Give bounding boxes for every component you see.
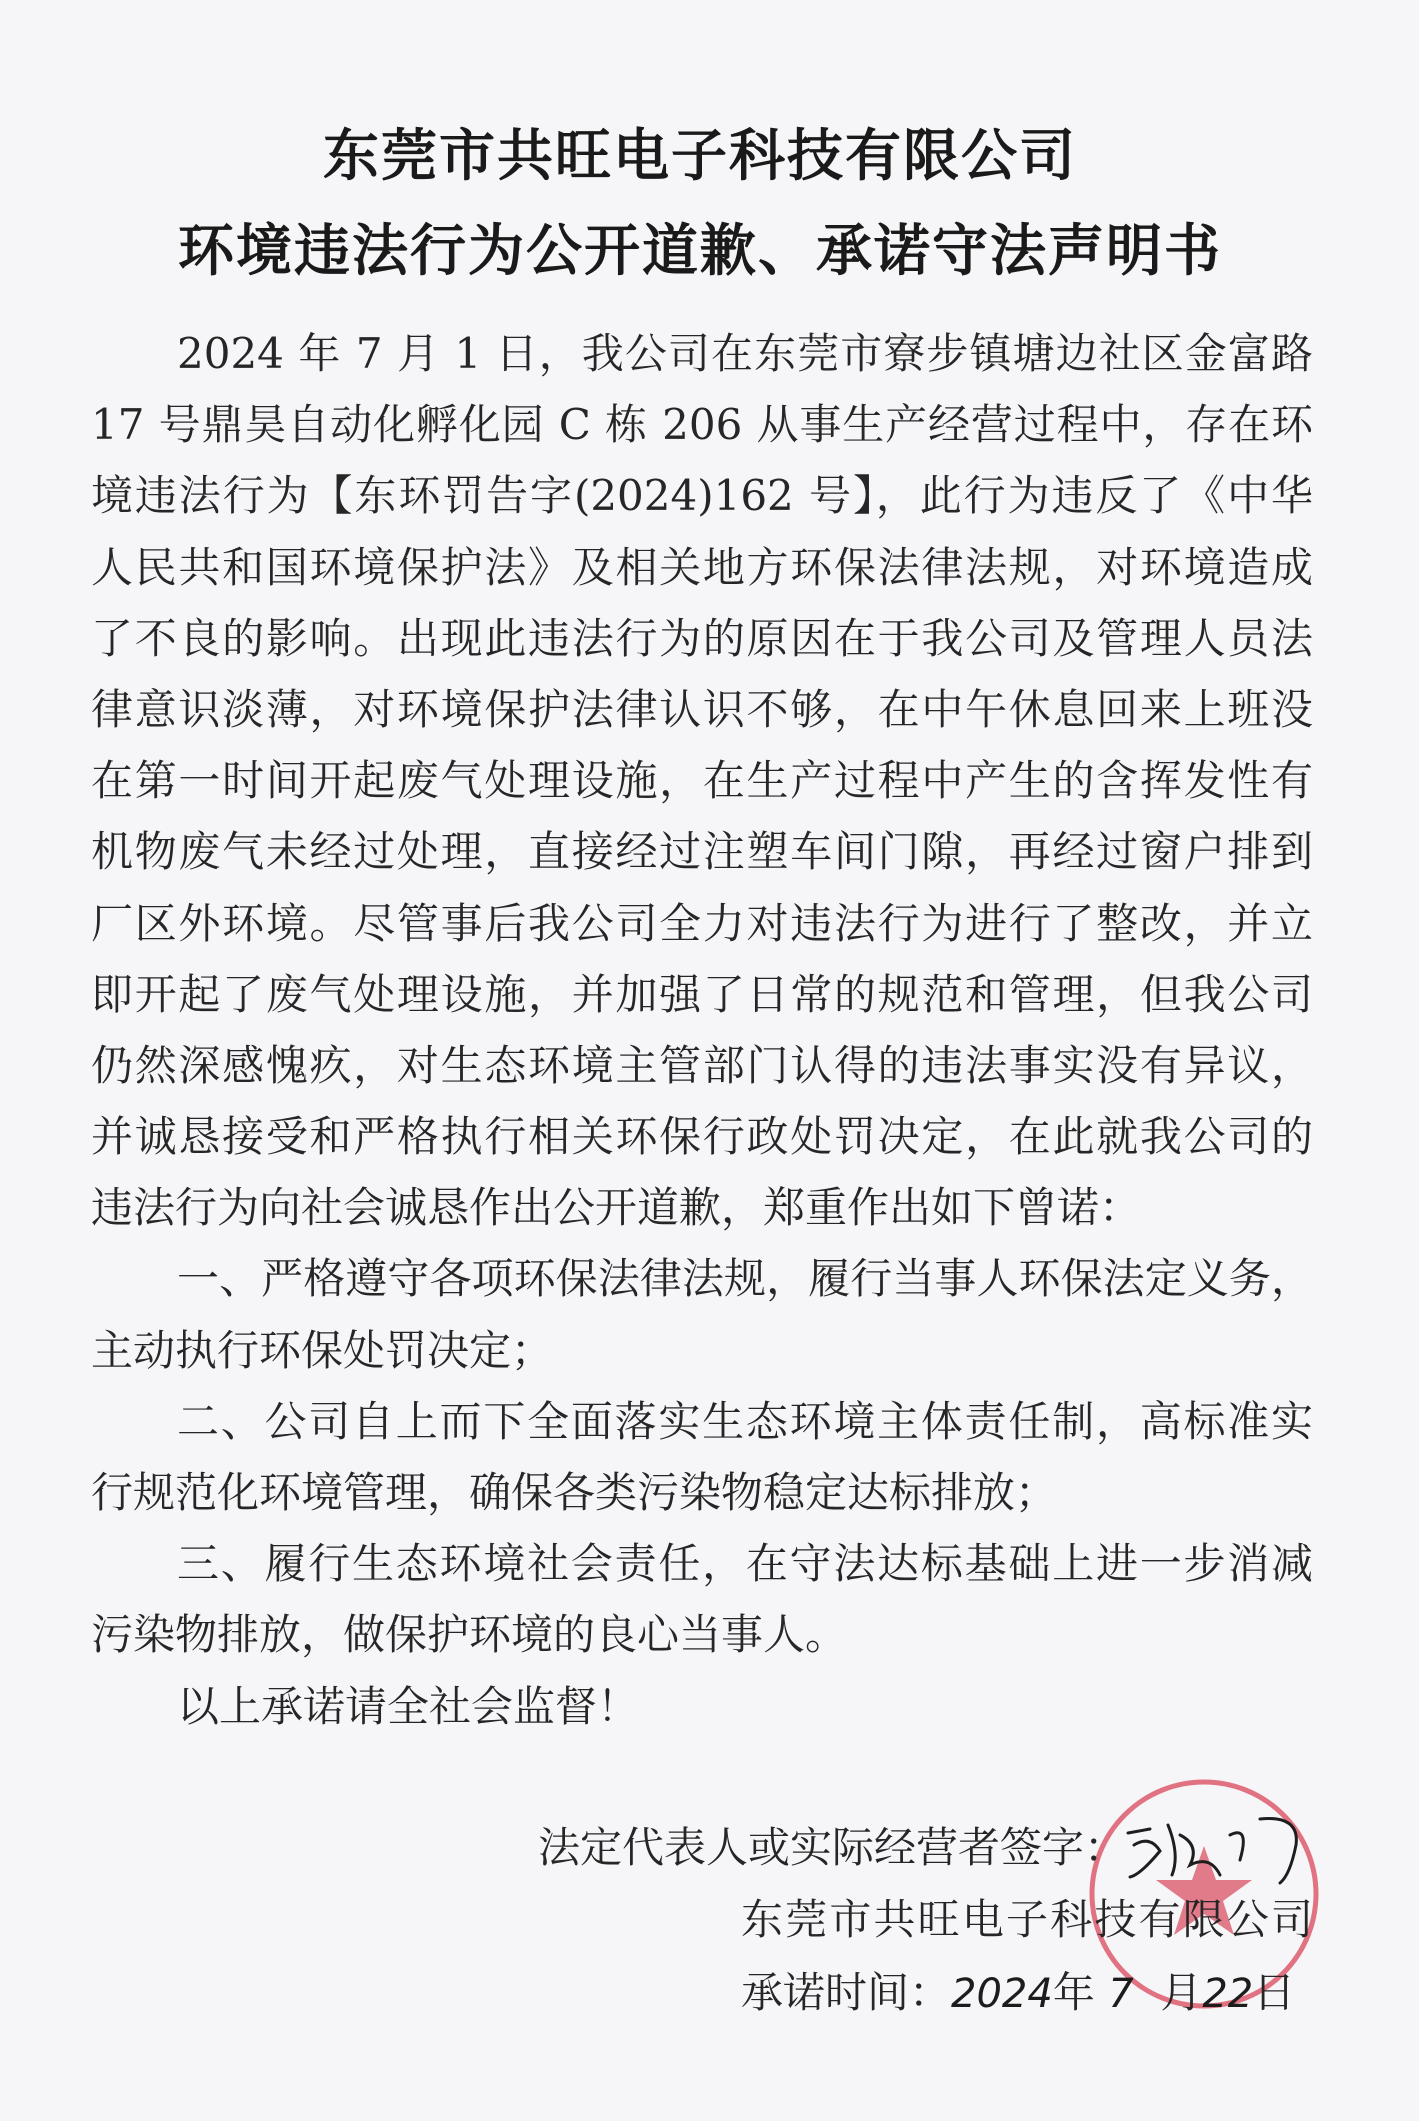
document-title-statement: 环境违法行为公开道歉、承诺守法声明书 <box>178 218 1222 284</box>
signer-label: 法定代表人或实际经营者签字： <box>538 1823 1127 1872</box>
paragraph-line: 主动执行环保处罚决定； <box>91 1325 554 1375</box>
paragraph-line: 二、公司自上而下全面落实生态环境主体责任制，高标准实 <box>177 1396 1313 1446</box>
paragraph-line: 一、严格遵守各项环保法律法规，履行当事人环保法定义务， <box>177 1254 1313 1304</box>
paragraph-line: 17 号鼎昊自动化孵化园 C 栋 206 从事生产经营过程中，存在环 <box>91 400 1313 450</box>
date-day-unit: 日 <box>1253 1968 1296 2017</box>
paragraph-line: 机物废气未经过处理，直接经过注塑车间门隙，再经过窗户排到 <box>91 827 1313 877</box>
paragraph-line: 境违法行为【东环罚告字(2024)162 号】，此行为违反了《中华 <box>91 471 1313 521</box>
paragraph-line: 以上承诺请全社会监督！ <box>177 1681 640 1731</box>
commitment-date <box>741 1963 1295 2024</box>
paragraph-line: 污染物排放，做保护环境的良心当事人。 <box>91 1610 848 1660</box>
paragraph-line: 违法行为向社会诚恳作出公开道歉，郑重作出如下曾诺： <box>91 1183 1142 1233</box>
paragraph-line: 人民共和国环境保护法》及相关地方环保法律法规，对环境造成 <box>91 542 1313 592</box>
date-year: 2024 <box>951 1971 1053 2017</box>
company-name: 东莞市共旺电子科技有限公司 <box>741 1895 1313 1944</box>
date-year-unit: 年 <box>1052 1968 1095 2017</box>
date-label: 承诺时间： <box>741 1968 952 2017</box>
handwritten-signature <box>1120 1805 1320 1885</box>
paragraph-line: 2024 年 7 月 1 日，我公司在东莞市寮步镇塘边社区金富路 <box>177 329 1313 378</box>
paragraph-line: 仍然深感愧疚，对生态环境主管部门认得的违法事实没有异议， <box>91 1040 1313 1090</box>
paragraph-line: 三、履行生态环境社会责任，在守法达标基础上进一步消减 <box>177 1539 1313 1589</box>
paragraph-line: 厂区外环境。尽管事后我公司全力对违法行为进行了整改，并立 <box>91 898 1313 948</box>
date-month: 7 <box>1108 1971 1134 2017</box>
statement-body <box>91 318 1313 1742</box>
date-day: 22 <box>1202 1971 1254 2017</box>
date-month-unit: 月 <box>1160 1968 1203 2017</box>
paragraph-line: 并诚恳接受和严格执行相关环保行政处罚决定，在此就我公司的 <box>91 1112 1313 1162</box>
document-title-company: 东莞市共旺电子科技有限公司 <box>323 123 1077 189</box>
paragraph-line: 律意识淡薄，对环境保护法律认识不够，在中午休息回来上班没 <box>91 684 1313 734</box>
paragraph-line: 即开起了废气处理设施，并加强了日常的规范和管理，但我公司 <box>91 969 1313 1019</box>
paragraph-line: 行规范化环境管理，确保各类污染物稳定达标排放； <box>91 1468 1058 1517</box>
paragraph-line: 在第一时间开起废气处理设施，在生产过程中产生的含挥发性有 <box>91 756 1313 806</box>
paragraph-line: 了不良的影响。出现此违法行为的原因在于我公司及管理人员法 <box>91 613 1313 663</box>
